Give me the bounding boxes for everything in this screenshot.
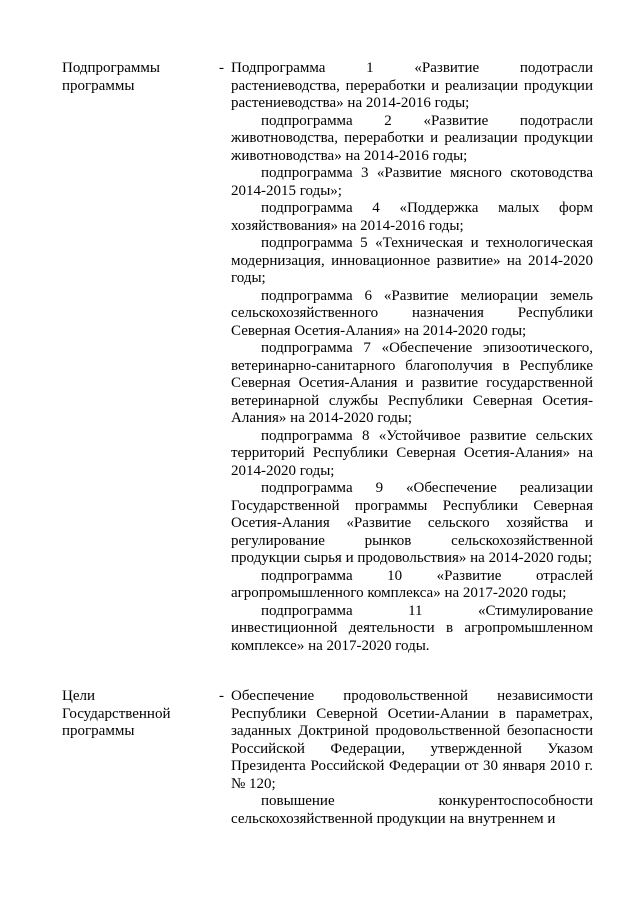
dash-separator: - <box>219 60 224 76</box>
paragraph: повышение конкурентоспособности сельскохозяйственной продукции на внутреннем и <box>231 793 593 827</box>
paragraph: подпрограмма 10 «Развитие отраслей агропромышленного комплекса» на 2017-2020 годы; <box>231 567 593 601</box>
paragraph: подпрограмма 3 «Развитие мясного скотоводства 2014-2015 годы»; <box>231 165 593 199</box>
section-content <box>231 60 593 655</box>
paragraph: Обеспечение продовольственной независимости Республики Северной Осетии-Алании в параметрах, заданных Доктриной продовольственной безопасности Российской Федерации, утвержденной Указом Президента Российской Федерации от 30 января 2010 г. № 120; <box>231 688 593 792</box>
paragraph: подпрограмма 6 «Развитие мелиорации земель сельскохозяйственного назначения Республики Северная Осетия-Алания» на 2014-2020 годы; <box>231 287 593 339</box>
paragraph: подпрограмма 2 «Развитие подотрасли животноводства, переработки и реализации продукции животноводства» на 2014-2016 годы; <box>231 112 593 164</box>
paragraph: подпрограмма 5 «Техническая и технологическая модернизация, инновационное развитие» на 2014-2020 годы; <box>231 235 593 286</box>
dash-separator: - <box>219 688 224 704</box>
section-label: Цели Государственной программы <box>62 688 171 739</box>
section-content <box>231 688 593 828</box>
paragraph: подпрограмма 11 «Стимулирование инвестиционной деятельности в агропромышленном комплексе» на 2017-2020 годы. <box>231 602 593 654</box>
paragraph: подпрограмма 4 «Поддержка малых форм хозяйствования» на 2014-2016 годы; <box>231 200 593 234</box>
paragraph: Подпрограмма 1 «Развитие подотрасли растениеводства, переработки и реализации продукции растениеводства» на 2014-2016 годы; <box>231 60 593 111</box>
paragraph: подпрограмма 9 «Обеспечение реализации Государственной программы Республики Северная Осетия-Алания «Развитие сельского хозяйства и регулирование рынков сельскохозяйственной продукции сырья и продовольствия» на 2014-2020 годы; <box>231 480 593 566</box>
section-label: Подпрограммы программы <box>62 60 160 94</box>
paragraph: подпрограмма 7 «Обеспечение эпизоотического, ветеринарно-санитарного благополучия в Республике Северная Осетия-Алания и развитие государственной ветеринарной службы Республики Северная Осетия-Алания» на 2014-2020 годы; <box>231 340 593 426</box>
paragraph: подпрограмма 8 «Устойчивое развитие сельских территорий Республики Северная Осетия-Алания» на 2014-2020 годы; <box>231 427 593 479</box>
